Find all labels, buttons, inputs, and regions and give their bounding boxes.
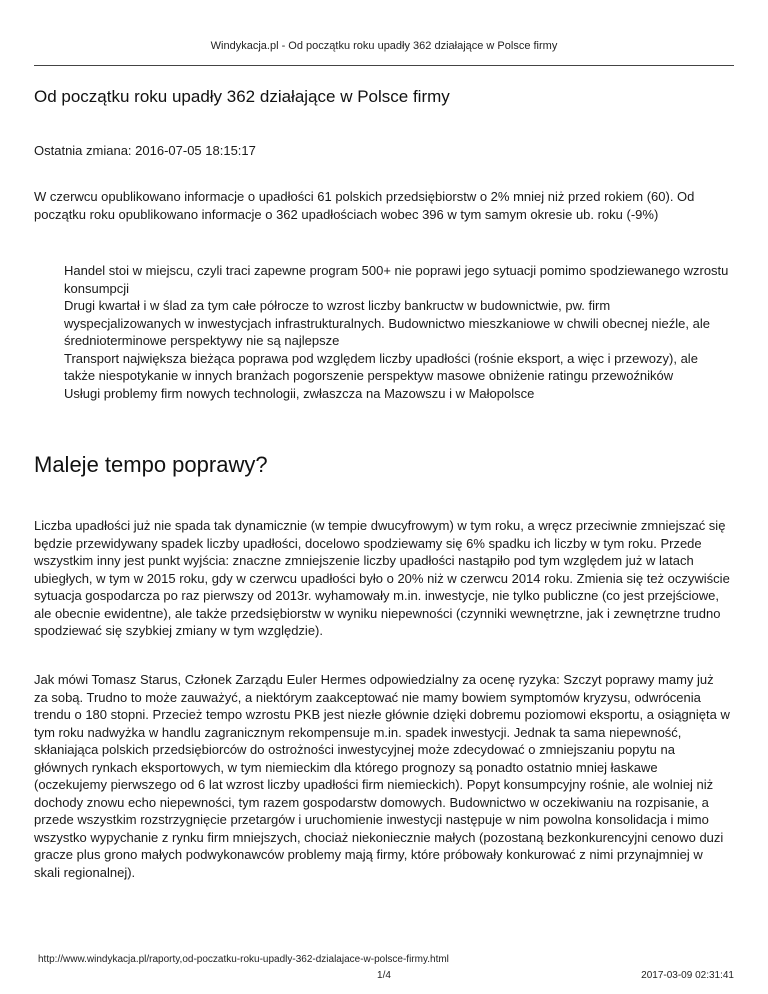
page-header: Windykacja.pl - Od początku roku upadły 362 działające w Polsce firmy <box>210 40 558 52</box>
footer-url: http://www.windykacja.pl/raporty,od-poczatku-roku-upadly-362-dzialajace-w-polsce-firmy.html <box>38 954 449 965</box>
list-item-text: Transport największa bieżąca poprawa pod względem liczby upadłości (rośnie eksport, a więc i przewozy), ale także niespotykanie w innych branżach pogorszenie perspektyw masowe obniżenie ratingu przewoźników <box>64 350 698 383</box>
body-paragraph-1: Liczba upadłości już nie spada tak dynamicznie (w tempie dwucyfrowym) w tym roku, a wręcz przeciwnie zmniejszać się będzie przewidywany spadek liczby upadłości, docelowo spodziewamy się 6% spadku ich liczby w tym roku. Przede wszystkim inny jest punkt wyjścia: znaczne zmniejszenie liczby upadłości nastąpiło pod tym względem już w latach ubiegłych, w tym w 2015 roku, gdy w czerwcu upadłości było o 20% niż w czerwcu 2014 roku. Zmienia się też oczywiście sytuacja gospodarcza po raz pierwszy od 2013r. wyhamowały m.in. inwestycje, nie tylko publiczne (co jest przejściowe, ale obecnie ewidentne), ale także przedsiębiorstw w wyniku niepewności (czynniki wewnętrzne, jak i zewnętrzne trudno spodziewać się szybkiej zmiany w tym względzie). <box>34 518 730 638</box>
list-item <box>34 350 730 385</box>
list-item <box>34 385 730 403</box>
article-title: Od początku roku upadły 362 działające w Polsce firmy <box>34 87 450 106</box>
intro-paragraph: W czerwcu opublikowano informacje o upadłości 61 polskich przedsiębiorstw o 2% mniej niż przed rokiem (60). Od początku roku opublikowano informacje o 362 upadłościach wobec 396 w tym samym okresie ub. roku (-9%) <box>34 189 695 222</box>
list-item-text: Usługi problemy firm nowych technologii, zwłaszcza na Mazowszu i w Małopolsce <box>64 385 535 401</box>
list-item <box>34 262 730 297</box>
body-paragraph-2: Jak mówi Tomasz Starus, Członek Zarządu Euler Hermes odpowiedzialny za ocenę ryzyka: Szczyt poprawy mamy już za sobą. Trudno to może zauważyć, a niektórym zaakceptować nie mamy bowiem symptomów kryzysu, odwrócenia trendu o 180 stopni. Przecież tempo wzrostu PKB jest niezłe głównie dzięki dobremu poziomowi eksportu, a osiągnięta w tym roku nadwyżka w handlu zagranicznym rekompensuje m.in. spadek inwestycji. Jednak ta sama niepewność, skłaniająca polskich przedsiębiorców do ostrożności inwestycyjnej może zdecydować o zmniejszaniu popytu na głównych rynkach eksportowych, w tym niemieckim dla którego prognozy są ponadto ostatnio mniej łaskawe (oczekujemy pierwszego od 6 lat wzrost liczby upadłości firm niemieckich). Popyt konsumpcyjny rośnie, ale wolniej niż dochody znowu echo niepewności, tym razem gospodarstw domowych. Budownictwo w oczekiwaniu na rozpisanie, a przede wszystkim rozstrzygnięcie przetargów i uruchomienie inwestycji następuje w nim powolna konsolidacja i mimo wszystko wypychanie z rynku firm mniejszych, chociaż niekoniecznie małych (pozostaną bezkonkurencyjni cenowo duzi gracze plus grono małych podwykonawców problemy mają firmy, które próbowały konkurować z nimi przynajmniej w skali regionalnej). <box>34 672 730 880</box>
header-divider <box>34 65 734 66</box>
section-heading: Maleje tempo poprawy? <box>34 452 268 477</box>
page-number: 1/4 <box>377 970 391 981</box>
print-timestamp: 2017-03-09 02:31:41 <box>641 970 734 981</box>
last-modified: Ostatnia zmiana: 2016-07-05 18:15:17 <box>34 143 256 158</box>
list-item-text: Handel stoi w miejscu, czyli traci zapewne program 500+ nie poprawi jego sytuacji pomimo spodziewanego wzrostu konsumpcji <box>64 263 729 296</box>
list-item <box>34 297 730 350</box>
bullet-list <box>34 262 730 402</box>
list-item-text: Drugi kwartał i w ślad za tym całe półrocze to wzrost liczby bankructw w budownictwie, pw. firm wyspecjalizowanych w inwestycjach infrastrukturalnych. Budownictwo mieszkaniowe w chwili obecnej nieźle, ale średnioterminowe perspektywy nie są najlepsze <box>64 298 710 348</box>
